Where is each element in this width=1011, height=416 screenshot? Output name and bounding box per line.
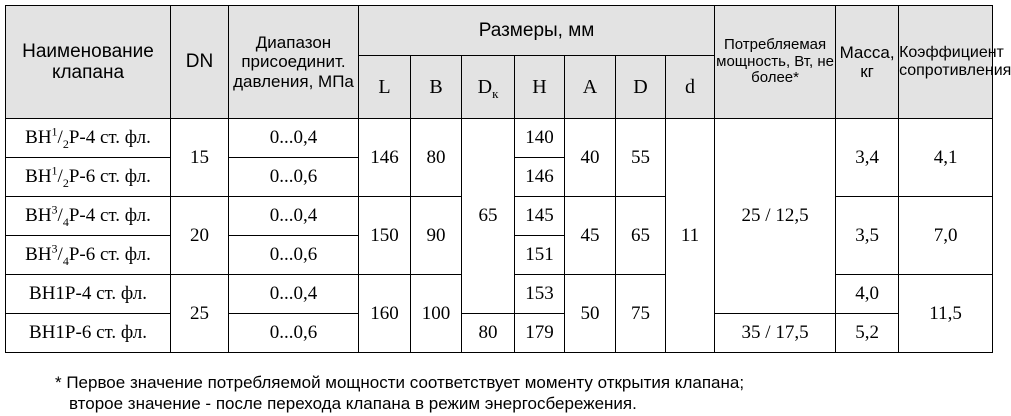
header-L: L [359,56,411,119]
mass-value: 5,2 [836,314,899,353]
H-value: 151 [515,236,565,275]
valve-name: $ВН^1/_2Р-6$ ст. фл. [6,158,171,197]
coef-value: 7,0 [899,197,993,275]
footnote [55,372,744,414]
A-value: 50 [565,275,616,353]
A-value: 45 [565,197,616,275]
Dk-value: 65 [462,119,515,314]
valve-name: ВН1Р-6 ст. фл. [6,314,171,353]
L-value: 150 [359,197,411,275]
footnote-line-1: * Первое значение потребляемой мощности соответствует моменту открытия клапана; [55,373,745,392]
dn-value: 20 [171,197,229,275]
dn-value: 15 [171,119,229,197]
pressure-range: 0...0,4 [229,119,359,158]
Dk-value: 80 [462,314,515,353]
pressure-range: 0...0,6 [229,236,359,275]
d-value: 11 [666,119,715,353]
pressure-range: 0...0,4 [229,275,359,314]
D-value: 65 [616,197,666,275]
H-value: 179 [515,314,565,353]
dn-value: 25 [171,275,229,353]
header-mass: Масса, кг [836,6,899,119]
mass-value: 4,0 [836,275,899,314]
header-Dk: $D_к$ [462,56,515,119]
coef-value: 11,5 [899,275,993,353]
power-value: 35 / 17,5 [715,314,836,353]
pressure-range: 0...0,6 [229,314,359,353]
header-d: d [666,56,715,119]
header-dn: DN [171,6,229,119]
header-coef: Коэффициент сопротивления [899,6,993,119]
valve-name: $ВН^3/_4Р-4$ ст. фл. [6,197,171,236]
header-sizes: Размеры, мм [359,6,715,56]
header-name: Наименование клапана [6,6,171,119]
mass-value: 3,4 [836,119,899,197]
L-value: 160 [359,275,411,353]
B-value: 90 [411,197,462,275]
coef-value: 4,1 [899,119,993,197]
header-range: Диапазон присоединит. давления, МПа [229,6,359,119]
header-power: Потребляемая мощность, Вт, не более* [715,6,836,119]
B-value: 80 [411,119,462,197]
A-value: 40 [565,119,616,197]
pressure-range: 0...0,6 [229,158,359,197]
valve-spec-table [5,5,1011,353]
header-B: B [411,56,462,119]
H-value: 145 [515,197,565,236]
footnote-line-2: второе значение - после перехода клапана в режим энергосбережения. [69,394,637,413]
valve-name: ВН1Р-4 ст. фл. [6,275,171,314]
valve-name: $ВН^1/_2Р-4$ ст. фл. [6,119,171,158]
H-value: 146 [515,158,565,197]
pressure-range: 0...0,4 [229,197,359,236]
H-value: 140 [515,119,565,158]
D-value: 55 [616,119,666,197]
power-value: 25 / 12,5 [715,119,836,314]
H-value: 153 [515,275,565,314]
mass-value: 3,5 [836,197,899,275]
valve-name: $ВН^3/_4Р-6$ ст. фл. [6,236,171,275]
B-value: 100 [411,275,462,353]
header-D: D [616,56,666,119]
D-value: 75 [616,275,666,353]
L-value: 146 [359,119,411,197]
header-H: H [515,56,565,119]
header-A: A [565,56,616,119]
